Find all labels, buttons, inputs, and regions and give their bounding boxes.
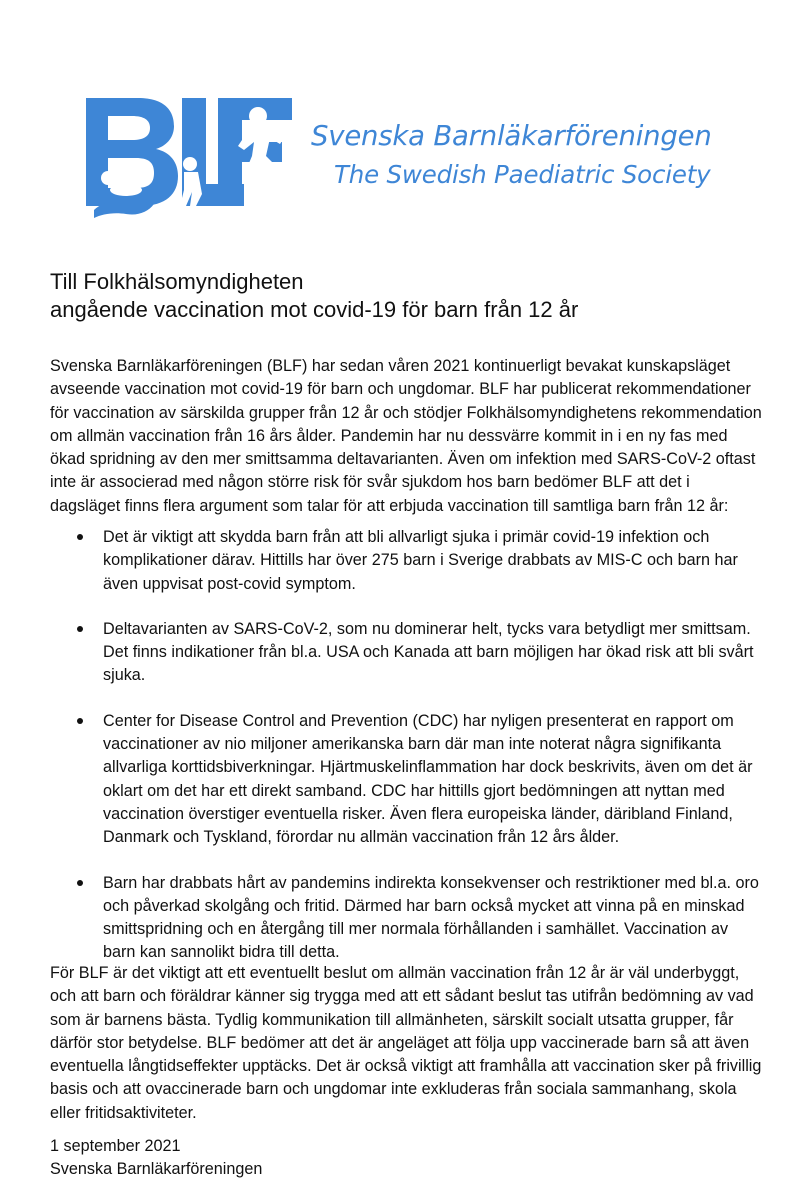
bullet-icon xyxy=(77,718,83,724)
list-item-text: Barn har drabbats hårt av pandemins indirekta konsekvenser och restriktioner med bl.a. oro och påverkad skolgång och fritid. Därmed har barn också mycket att vinna på en minskad smittspridning och en återgång till mer normala förhållanden i samhället. Vaccination av barn kan sannolikt bidra till detta. xyxy=(103,873,759,962)
signature-organization: Svenska Barnläkarföreningen xyxy=(50,1160,263,1179)
list-item-text: Deltavarianten av SARS-CoV-2, som nu dominerar helt, tycks vara betydligt mer smittsam. Det finns indikationer från bl.a. USA och Kanada att barn möjligen har ökad risk att bli svårt sjuka. xyxy=(103,619,754,685)
closing-paragraph: För BLF är det viktigt att ett eventuellt beslut om allmän vaccination från 12 år är väl underbyggt, och att barn och föräldrar känner sig trygga med att ett sådant beslut tas utifrån bedömning av vad som är barnens bästa. Tydlig kommunikation till allmänheten, särskilt socialt utsatta grupper, får därför stor betydelse. BLF bedömer att det är angeläget att följa upp vaccinerade barn så att även eventuella långtidseffekter upptäcks. Det är också viktigt att framhålla att vaccination sker på frivillig basis och att ovaccinerade barn och ungdomar inte exkluderas från sociala sammanhang, skola eller fritidsaktiviteter. xyxy=(50,964,762,1122)
list-item-text: Center for Disease Control and Prevention (CDC) har nyligen presenterat en rapport om vaccinationer av nio miljoner amerikanska barn där man inte noterat några signifikanta allvarliga korttidsbiverkningar. Hjärtmuskelinflammation har dock beskrivits, även om det är oklart om det har ett direkt samband. CDC har hittills gjort bedömningen att nyttan med vaccination överstiger eventuella risker. Även flera europeiska länder, däribland Finland, Danmark och Tyskland, förordar nu allmän vaccination från 12 års ålder. xyxy=(103,711,753,847)
list-item xyxy=(50,710,762,850)
title-line-1: Till Folkhälsomyndigheten xyxy=(50,269,304,294)
list-item xyxy=(50,618,762,688)
bullet-icon xyxy=(77,880,83,886)
argument-list xyxy=(50,526,762,987)
blf-letters-logo-icon xyxy=(86,94,311,224)
bullet-icon xyxy=(77,534,83,540)
signature-date: 1 september 2021 xyxy=(50,1137,181,1155)
list-item xyxy=(50,872,762,965)
logo-swedish-name: Svenska Barnläkarföreningen xyxy=(311,120,712,152)
list-item-text: Det är viktigt att skydda barn från att bli allvarligt sjuka i primär covid-19 infektion och komplikationer därav. Hittills har över 275 barn i Sverige drabbats av MIS-C och barn har även uppvisat post-covid symptom. xyxy=(103,528,738,593)
logo-english-name: The Swedish Paediatric Society xyxy=(334,160,711,189)
bullet-icon xyxy=(77,626,83,632)
signature-block xyxy=(50,1135,262,1182)
intro-paragraph: Svenska Barnläkarföreningen (BLF) har sedan våren 2021 kontinuerligt bevakat kunskapsläget avseende vaccination mot covid-19 för barn och ungdomar. BLF har publicerat rekommendationer för vaccination av särskilda grupper från 12 år och stödjer Folkhälsomyndighetens rekommendation om allmän vaccination från 16 års ålder. Pandemin har nu dessvärre kommit in i en ny fas med ökad spridning av den mer smittsamma deltavarianten. Även om infektion med SARS-CoV-2 oftast inte är associerad med någon större risk för svår sjukdom hos barn bedömer BLF att det i dagsläget finns flera argument som talar för att erbjuda vaccination till samtliga barn från 12 år: xyxy=(50,357,762,515)
list-item xyxy=(50,526,762,596)
title-line-2: angående vaccination mot covid-19 för barn från 12 år xyxy=(50,297,579,322)
page-title xyxy=(50,268,770,324)
blf-logo xyxy=(86,94,746,224)
